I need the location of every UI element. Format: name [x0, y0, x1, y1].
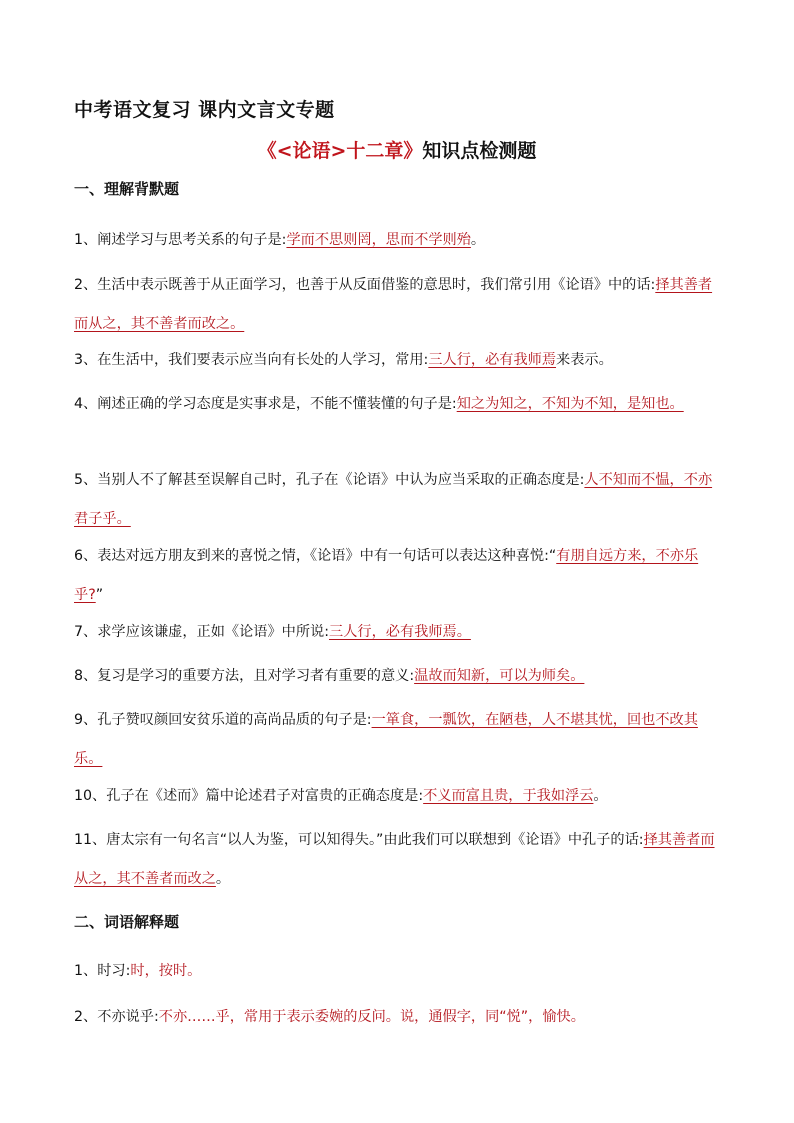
question-tail: 来表示。	[556, 352, 613, 368]
answer-text: 温故而知新，可以为师矣。	[414, 668, 585, 684]
term-item	[74, 952, 724, 991]
answer-text: 有朋自远方来，不亦乐乎?	[74, 548, 699, 603]
term-text: 1、时习:	[74, 963, 131, 979]
question-tail: 。	[593, 788, 608, 804]
question-item	[74, 613, 724, 652]
question-text: 4、阐述正确的学习态度是实事求是，不能不懂装懂的句子是:	[74, 396, 457, 412]
question-item	[74, 537, 724, 615]
term-item	[74, 998, 724, 1037]
question-text: 9、孔子赞叹颜回安贫乐道的高尚品质的句子是:	[74, 712, 372, 728]
answer-text: 学而不思则罔，思而不学则殆	[286, 232, 471, 248]
answer-text: 一箪食，一瓢饮，在陋巷，人不堪其忧，回也不改其乐。	[74, 712, 698, 767]
question-text: 5、当别人不了解甚至误解自己时，孔子在《论语》中认为应当采取的正确态度是:	[74, 472, 585, 488]
question-text: 8、复习是学习的重要方法，且对学习者有重要的意义:	[74, 668, 415, 684]
question-item	[74, 461, 724, 539]
document-title: 中考语文复习 课内文言文专题	[74, 99, 335, 121]
section-heading: 一、理解背默题	[74, 180, 180, 198]
answer-text: 知之为知之，不知为不知，是知也。	[456, 396, 684, 412]
question-item	[74, 777, 724, 816]
question-text: 10、孔子在《述而》篇中论述君子对富贵的正确态度是:	[74, 788, 424, 804]
answer-text: 择其善者而从之，其不善者而改之	[74, 832, 715, 887]
question-item	[74, 341, 724, 380]
definition-text: 时，按时。	[130, 963, 202, 979]
answer-text: 三人行，必有我师焉。	[329, 624, 471, 640]
question-text: 6、表达对远方朋友到来的喜悦之情，《论语》中有一句话可以表达这种喜悦:“	[74, 548, 557, 564]
question-item	[74, 701, 724, 779]
question-item	[74, 821, 724, 899]
question-item	[74, 266, 724, 344]
answer-text: 三人行，必有我师焉	[428, 352, 557, 368]
definition-text: 不亦……乎，常用于表示委婉的反问。说，通假字，同“悦”，愉快。	[158, 1009, 585, 1025]
term-text: 2、不亦说乎:	[74, 1009, 159, 1025]
answer-text: 人不知而不愠，不亦君子乎。	[74, 472, 713, 527]
document-subtitle	[0, 136, 794, 163]
question-item	[74, 221, 724, 260]
question-tail: 。	[215, 871, 231, 887]
question-text: 7、求学应该谦虚，正如《论语》中所说:	[74, 624, 329, 640]
question-text: 1、阐述学习与思考关系的句子是:	[74, 232, 287, 248]
subtitle-book-title: 《<论语>十二章》	[257, 140, 423, 162]
question-text: 11、唐太宗有一句名言“以人为鉴，可以知得失。”由此我们可以联想到《论语》中孔子的话:	[74, 832, 644, 848]
question-text: 3、在生活中，我们要表示应当向有长处的人学习，常用:	[74, 352, 429, 368]
answer-text: 不义而富且贵，于我如浮云	[423, 788, 594, 804]
subtitle-text: 知识点检测题	[422, 140, 537, 162]
answer-text: 择其善者而从之，其不善者而改之。	[74, 277, 713, 332]
question-text: 2、生活中表示既善于从正面学习，也善于从反面借鉴的意思时，我们常引用《论语》中的话:	[74, 277, 656, 293]
question-item	[74, 657, 724, 696]
section-heading: 二、词语解释题	[74, 913, 180, 931]
question-tail: ”	[95, 587, 104, 603]
question-tail: 。	[470, 232, 486, 248]
question-item	[74, 385, 724, 424]
